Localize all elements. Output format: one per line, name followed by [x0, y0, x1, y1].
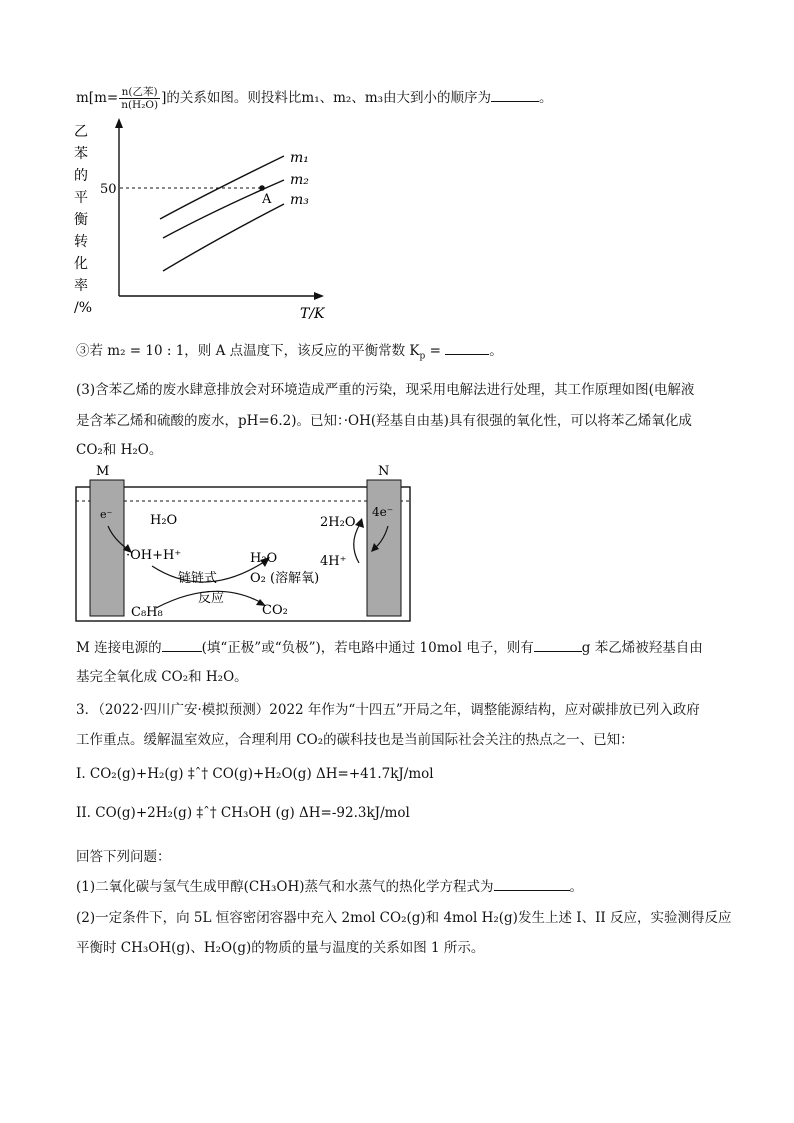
ytick-label: 50 [100, 182, 117, 197]
four-electrons: 4e⁻ [372, 505, 394, 519]
fraction-numerator: n(乙苯) [119, 86, 160, 99]
answer-blank[interactable] [494, 879, 570, 891]
electrode-m-label: M [96, 464, 110, 479]
answer-blank[interactable] [491, 90, 539, 102]
series-label-m2: m₂ [290, 172, 309, 188]
radical-products: ·OH+H⁺ [126, 548, 182, 563]
water-reactant: H₂O [150, 513, 178, 528]
electrode-n [367, 480, 401, 616]
electrolysis-diagram [74, 460, 419, 628]
kp-subscript: p [419, 351, 426, 362]
ylabel-char: 的 [74, 168, 88, 184]
series-label-m1: m₁ [290, 150, 309, 166]
ylabel-char: 苯 [74, 146, 88, 162]
x-axis-label: T/K [300, 306, 325, 322]
para-line: 是含苯乙烯和硫酸的废水，pH=6.2)。已知：·OH(羟基自由基)具有很强的氧化性，可以将苯乙烯氧化成 [76, 413, 692, 429]
electrode-n-label: N [378, 464, 390, 479]
co2-product: CO₂ [262, 603, 288, 618]
question-kp [76, 339, 503, 362]
series-label-m3: m₃ [290, 192, 309, 208]
ylabel-char: 衡 [74, 212, 88, 228]
dissolved-oxygen: O₂ (溶解氧) [250, 571, 320, 586]
answer-blank[interactable] [445, 343, 489, 355]
point-a-label: A [262, 192, 272, 207]
question-3-line: 工作重点。缓解温室效应，合理利用 CO₂的碳科技也是当前国际社会关注的热点之一、已知： [76, 732, 634, 748]
water-product: H₂O [250, 551, 278, 566]
protons-cathode: 4H⁺ [320, 554, 347, 569]
series-line-m2 [163, 180, 284, 238]
ylabel-char: /% [74, 300, 93, 316]
reaction-equation-1: I. CO₂(g)+H₂(g) ‡ˆ† CO(g)+H₂O(g) ΔH=+41.7kJ/mol [76, 766, 434, 782]
fraction-denominator: n(H₂O) [121, 99, 159, 111]
period: 。 [489, 343, 503, 359]
text-segment: (1)二氧化碳与氢气生成甲醇(CH₃OH)蒸气和水蒸气的热化学方程式为 [76, 879, 494, 895]
text-segment: g 苯乙烯被羟基自由 [581, 640, 703, 656]
ratio-suffix: ]的关系如图。则投料比m₁、m₂、m₃由大到小的顺序为 [161, 90, 492, 106]
ratio-prefix: m[m= [76, 90, 119, 106]
circled-number: ③ [76, 343, 90, 359]
chain-label-1: 链链式 [178, 571, 218, 586]
series-line-m3 [163, 204, 284, 271]
question-line-ratio [76, 86, 553, 111]
ylabel-char: 转 [74, 234, 88, 250]
equals: = [425, 343, 446, 359]
ylabel-char: 乙 [74, 124, 88, 140]
answer-blank[interactable] [162, 640, 202, 652]
question-electrode [76, 636, 703, 656]
sub-question-1 [76, 875, 583, 895]
period: 。 [569, 879, 584, 895]
sub-question-2-line: (2)一定条件下，向 5L 恒容密闭容器中充入 2mol CO₂(g)和 4mol H₂(g)发生上述 I、II 反应，实验测得反应 [76, 910, 732, 926]
ylabel-char: 率 [74, 278, 88, 294]
ylabel-char: 平 [74, 190, 88, 206]
electron-label: e⁻ [100, 508, 113, 521]
reaction-equation-2: II. CO(g)+2H₂(g) ‡ˆ† CH₃OH (g) ΔH=-92.3kJ/mol [76, 805, 410, 821]
y-axis-arrow [115, 118, 123, 128]
electrode-m [90, 480, 124, 616]
water-cathode: 2H₂O [320, 515, 356, 530]
text-segment: (填“正极”或“负极”)，若电路中通过 10mol 电子，则有 [201, 640, 534, 656]
chain-label-2: 反应 [198, 591, 225, 606]
point-a [259, 185, 265, 191]
cathode-arrowhead-left [355, 518, 364, 528]
ylabel-char: 化 [74, 256, 88, 272]
sub-question-2-line: 平衡时 CH₃OH(g)、H₂O(g)的物质的量与温度的关系如图 1 所示。 [76, 940, 485, 956]
period: 。 [539, 90, 553, 106]
x-axis-arrow [314, 292, 324, 300]
answer-blank[interactable] [534, 640, 582, 652]
para-line: CO₂和 H₂O。 [76, 442, 163, 458]
para-line: (3)含苯乙烯的废水肆意排放会对环境造成严重的污染，现采用电解法进行处理，其工作原理如图(电解液 [76, 382, 695, 398]
para-line: 基完全氧化成 CO₂和 H₂O。 [76, 669, 248, 685]
text-segment: M 连接电源的 [76, 640, 162, 656]
kp-text: 若 m₂ = 10 : 1，则 A 点温度下，该反应的平衡常数 K [89, 343, 420, 359]
ratio-fraction [119, 86, 160, 111]
conversion-chart [60, 118, 350, 328]
answer-heading: 回答下列问题： [76, 849, 171, 865]
styrene: C₈H₈ [131, 605, 163, 620]
y-axis-label [74, 124, 92, 316]
question-3-line: 3．（2022·四川广安·模拟预测）2022 年作为“十四五”开局之年，调整能源结构，应对碳排放已列入政府 [76, 702, 700, 718]
